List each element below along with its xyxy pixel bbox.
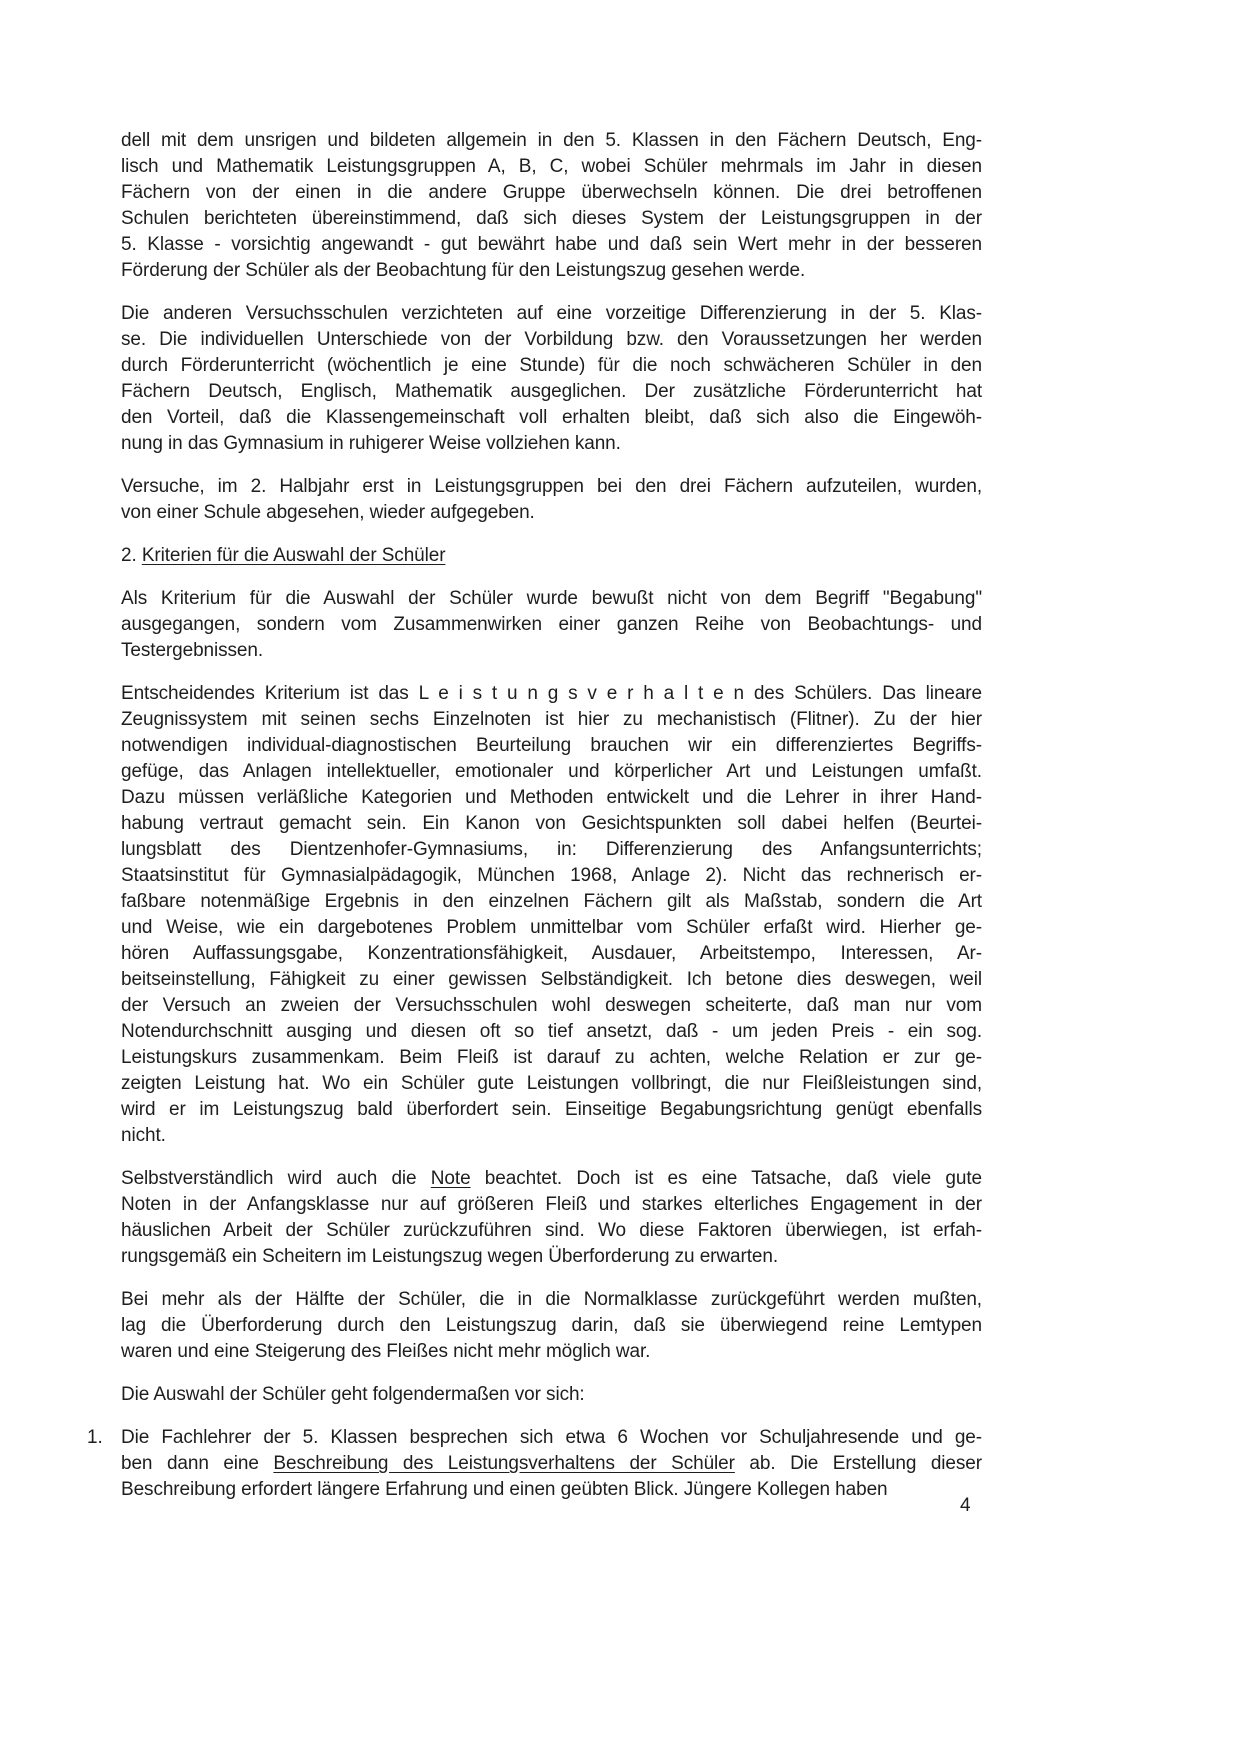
text-run: zeigten Leistung hat. Wo ein Schüler gute Leistungen vollbringt, die nur Fleißleistungen sind,	[121, 1073, 982, 1094]
text-run: faßbare notenmäßige Ergebnis in den einzelnen Fächern gilt als Maßstab, sondern die Art	[121, 891, 982, 912]
text-line	[121, 785, 982, 811]
text-run: waren und eine Steigerung des Fleißes nicht mehr möglich war.	[121, 1341, 651, 1362]
text-line	[121, 500, 982, 526]
paragraph	[121, 474, 982, 526]
text-run: habung vertraut gemacht sein. Ein Kanon von Gesichtspunkten soll dabei helfen (Beurtei-	[121, 813, 982, 834]
text-run: notwendigen individual-diagnostischen Beurteilung brauchen wir ein differenziertes Begriffs-	[121, 735, 982, 756]
text-run: Die anderen Versuchsschulen verzichteten auf eine vorzeitige Differenzierung in der 5. Klas-	[121, 303, 982, 324]
text-run: ben dann eine	[121, 1453, 274, 1474]
text-line	[121, 1218, 982, 1244]
text-run: Fächern von der einen in die andere Gruppe überwechseln können. Die drei betroffenen	[121, 182, 982, 203]
text-line	[121, 941, 982, 967]
text-run: Förderung der Schüler als der Beobachtung für den Leistungszug gesehen werde.	[121, 260, 806, 281]
text-line	[121, 681, 982, 707]
text-line	[121, 1244, 982, 1270]
section-heading	[121, 543, 982, 569]
text-line	[121, 993, 982, 1019]
text-line	[121, 232, 982, 258]
text-run: Schulen berichteten übereinstimmend, daß sich dieses System der Leistungsgruppen in der	[121, 208, 982, 229]
text-line	[121, 915, 982, 941]
text-run: se. Die individuellen Unterschiede von der Vorbildung bzw. den Voraussetzungen her werden	[121, 329, 982, 350]
paragraph	[121, 681, 982, 1149]
text-line	[121, 379, 982, 405]
text-line	[121, 1451, 982, 1477]
text-line	[121, 154, 982, 180]
text-line	[121, 638, 982, 664]
text-line	[121, 301, 982, 327]
text-run: Bei mehr als der Hälfte der Schüler, die in die Normalklasse zurückgeführt werden mußten,	[121, 1289, 982, 1310]
paragraph	[121, 128, 982, 284]
text-run: dell mit dem unsrigen und bildeten allgemein in den 5. Klassen in den Fächern Deutsch, Eng-	[121, 130, 982, 151]
text-run: Die Auswahl der Schüler geht folgendermaßen vor sich:	[121, 1384, 585, 1405]
text-run: lag die Überforderung durch den Leistungszug darin, daß sie überwiegend reine Lemtypen	[121, 1315, 982, 1336]
text-run: Notendurchschnitt ausging und diesen oft so tief ansetzt, daß - um jeden Preis - ein sog.	[121, 1021, 982, 1042]
text-line	[121, 180, 982, 206]
text-line	[121, 327, 982, 353]
paragraph	[121, 1287, 982, 1365]
text-run: Entscheidendes Kriterium ist das L e i s t u n g s v e r h a l t e n des Schülers. Das lineare	[121, 683, 982, 704]
text-line	[121, 128, 982, 154]
text-run: wird er im Leistungszug bald überfordert sein. Einseitige Begabungsrichtung genügt ebenfalls	[121, 1099, 982, 1120]
text-run: Fächern Deutsch, Englisch, Mathematik ausgeglichen. Der zusätzliche Förderunterricht hat	[121, 381, 982, 402]
document-body	[87, 128, 982, 1503]
paragraph	[121, 301, 982, 457]
text-run: Dazu müssen verläßliche Kategorien und Methoden entwickelt und die Lehrer in ihrer Hand-	[121, 787, 982, 808]
text-run: häuslichen Arbeit der Schüler zurückzuführen sind. Wo diese Faktoren überwiegen, ist erfah-	[121, 1220, 982, 1241]
text-run: 2.	[121, 545, 142, 566]
text-line	[121, 1166, 982, 1192]
paragraph	[121, 1382, 982, 1408]
text-line	[121, 707, 982, 733]
text-run: Beschreibung erfordert längere Erfahrung und einen geübten Blick. Jüngere Kollegen haben	[121, 1479, 888, 1500]
text-run: und Weise, wie ein dargebotenes Problem unmittelbar vom Schüler erfaßt wird. Hierher ge-	[121, 917, 982, 938]
text-run: nicht.	[121, 1125, 166, 1146]
text-line	[121, 1192, 982, 1218]
text-run: Die Fachlehrer der 5. Klassen besprechen sich etwa 6 Wochen vor Schuljahresende und ge-	[121, 1427, 982, 1448]
text-line	[121, 353, 982, 379]
text-run: beachtet. Doch ist es eine Tatsache, daß viele gute	[470, 1168, 982, 1189]
text-line	[121, 431, 982, 457]
text-line	[121, 474, 982, 500]
text-line	[121, 733, 982, 759]
text-line	[121, 759, 982, 785]
paragraph	[121, 586, 982, 664]
text-line	[121, 889, 982, 915]
text-line	[121, 612, 982, 638]
text-line	[121, 1287, 982, 1313]
underlined-text: Note	[430, 1168, 471, 1189]
text-run: Leistungskurs zusammenkam. Beim Fleiß ist darauf zu achten, welche Relation er zur ge-	[121, 1047, 982, 1068]
text-line	[121, 1123, 982, 1149]
text-line	[121, 1382, 982, 1408]
text-line	[121, 405, 982, 431]
text-run: Noten in der Anfangsklasse nur auf größeren Fleiß und starkes elterliches Engagement in der	[121, 1194, 982, 1215]
text-run: den Vorteil, daß die Klassengemeinschaft voll erhalten bleibt, daß sich also die Eingewöh-	[121, 407, 982, 428]
text-run: der Versuch an zweien der Versuchsschulen wohl deswegen scheiterte, daß man nur vom	[121, 995, 982, 1016]
text-line	[121, 543, 982, 569]
text-run: Zeugnissystem mit seinen sechs Einzelnoten ist hier zu mechanistisch (Flitner). Zu der hier	[121, 709, 982, 730]
text-line	[121, 1313, 982, 1339]
text-line	[121, 1045, 982, 1071]
text-line	[121, 1425, 982, 1451]
text-run: Selbstverständlich wird auch die	[121, 1168, 431, 1189]
text-line	[121, 837, 982, 863]
text-run: lungsblatt des Dientzenhofer-Gymnasiums, in: Differenzierung des Anfangsunterrichts;	[121, 839, 982, 860]
text-line	[121, 1339, 982, 1365]
list-item	[87, 1425, 982, 1503]
text-line	[121, 1071, 982, 1097]
text-run: Testergebnissen.	[121, 640, 264, 661]
text-line	[121, 863, 982, 889]
text-run: lisch und Mathematik Leistungsgruppen A, B, C, wobei Schüler mehrmals im Jahr in diesen	[121, 156, 982, 177]
list-item-marker: 1.	[87, 1427, 103, 1448]
text-run: nung in das Gymnasium in ruhigerer Weise vollziehen kann.	[121, 433, 621, 454]
text-run: ausgegangen, sondern vom Zusammenwirken einer ganzen Reihe von Beobachtungs- und	[121, 614, 982, 635]
text-run: gefüge, das Anlagen intellektueller, emotionaler und körperlicher Art und Leistungen umfaßt.	[121, 761, 982, 782]
text-run: ab. Die Erstellung dieser	[734, 1453, 982, 1474]
text-line	[121, 811, 982, 837]
text-run: Versuche, im 2. Halbjahr erst in Leistungsgruppen bei den drei Fächern aufzuteilen, wurden,	[121, 476, 982, 497]
text-line	[121, 586, 982, 612]
text-run: Staatsinstitut für Gymnasialpädagogik, München 1968, Anlage 2). Nicht das rechnerisch er-	[121, 865, 982, 886]
text-line	[121, 206, 982, 232]
text-run: hören Auffassungsgabe, Konzentrationsfähigkeit, Ausdauer, Arbeitstempo, Interessen, Ar-	[121, 943, 982, 964]
page-number: 4	[960, 1495, 971, 1516]
text-line	[121, 1477, 982, 1503]
text-line	[121, 1097, 982, 1123]
text-line	[121, 1019, 982, 1045]
text-run: rungsgemäß ein Scheitern im Leistungszug wegen Überforderung zu erwarten.	[121, 1246, 779, 1267]
text-line	[121, 258, 982, 284]
text-run: Als Kriterium für die Auswahl der Schüler wurde bewußt nicht von dem Begriff "Begabung"	[121, 588, 982, 609]
underlined-text: Beschreibung des Leistungsverhaltens der Schüler	[273, 1453, 735, 1474]
text-line	[121, 967, 982, 993]
text-run: beitseinstellung, Fähigkeit zu einer gewissen Selbständigkeit. Ich betone dies deswegen, weil	[121, 969, 982, 990]
paragraph	[121, 1166, 982, 1270]
text-run: durch Förderunterricht (wöchentlich je eine Stunde) für die noch schwächeren Schüler in den	[121, 355, 982, 376]
underlined-text: Kriterien für die Auswahl der Schüler	[141, 545, 446, 566]
text-run: von einer Schule abgesehen, wieder aufgegeben.	[121, 502, 535, 523]
text-run: 5. Klasse - vorsichtig angewandt - gut bewährt habe und daß sein Wert mehr in der besseren	[121, 234, 982, 255]
